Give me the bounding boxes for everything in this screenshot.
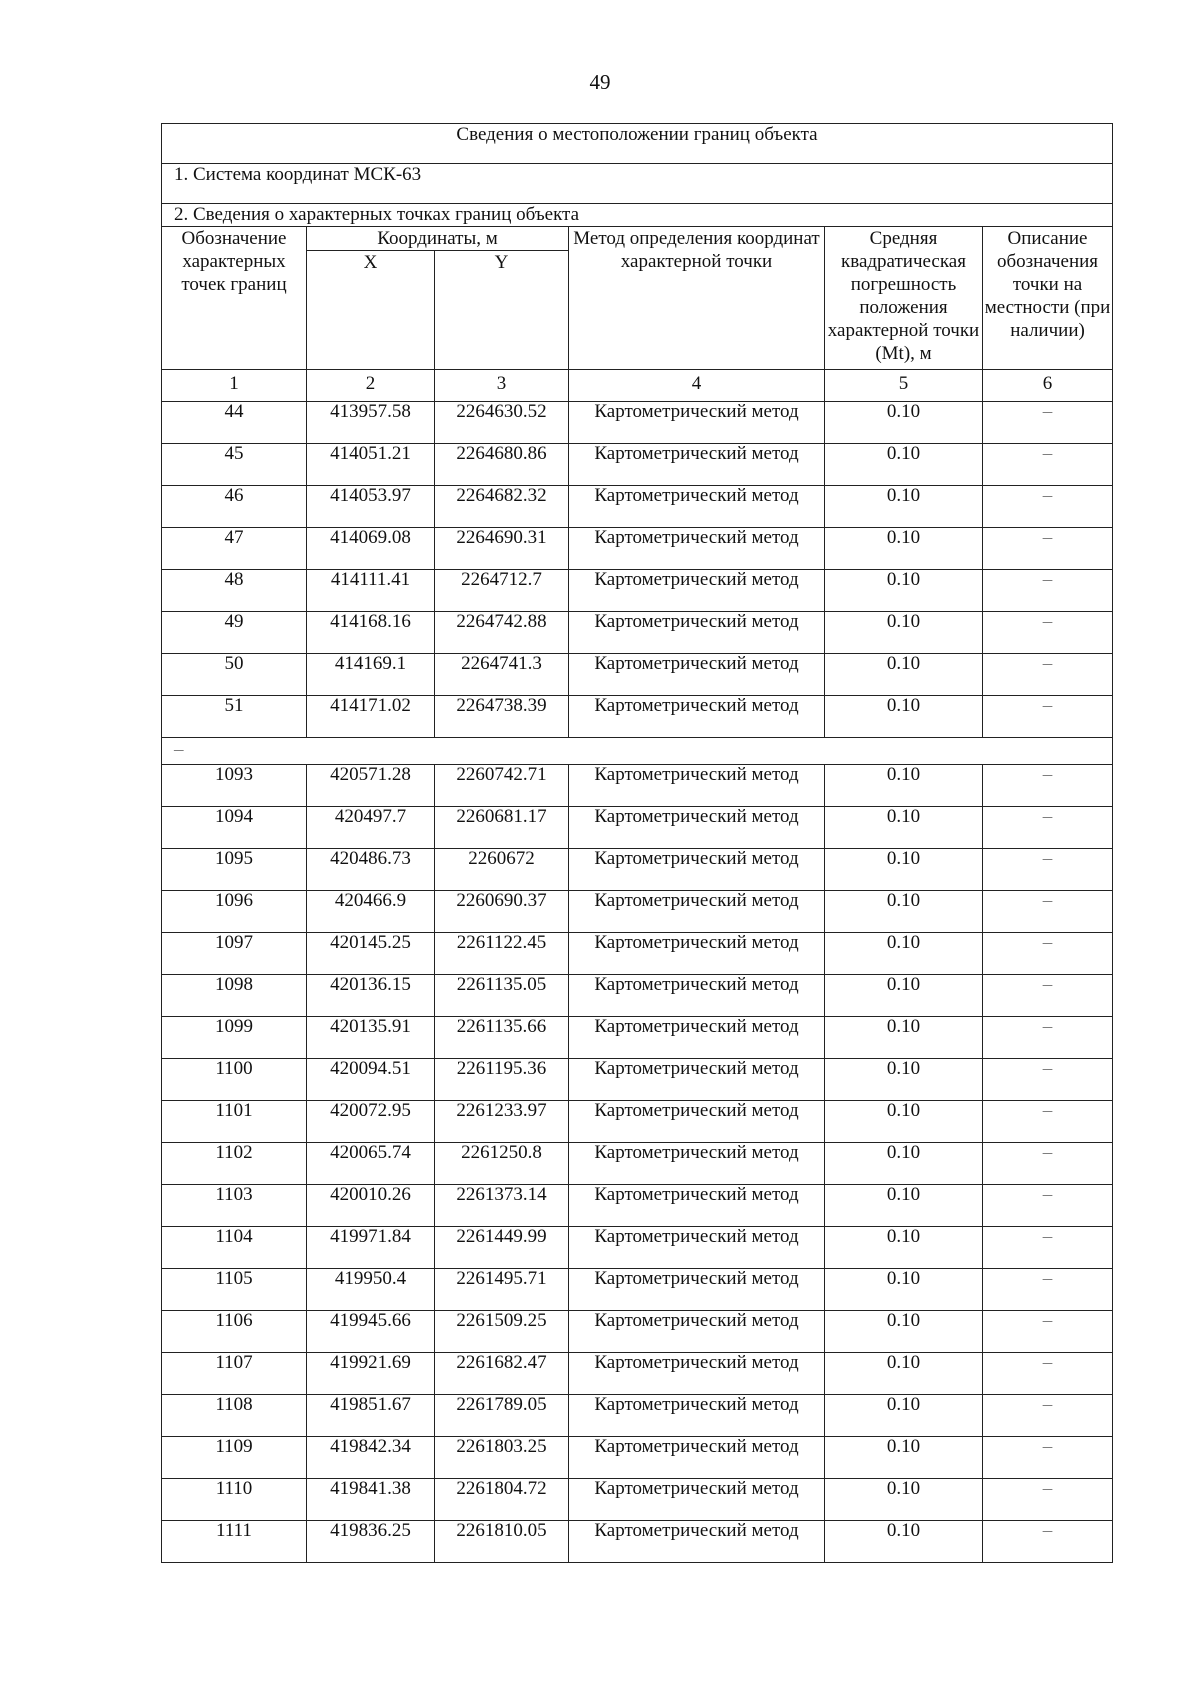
- point-id: 1094: [162, 807, 307, 849]
- method: Картометрический метод: [569, 1353, 825, 1395]
- x-coordinate: 419921.69: [307, 1353, 435, 1395]
- y-coordinate: 2264712.7: [435, 570, 569, 612]
- header-row: [162, 227, 1113, 251]
- point-description: –: [983, 807, 1113, 849]
- point-description: –: [983, 486, 1113, 528]
- x-coordinate: 420466.9: [307, 891, 435, 933]
- table-row: [162, 765, 1113, 807]
- point-id: 50: [162, 654, 307, 696]
- y-coordinate: 2264630.52: [435, 402, 569, 444]
- x-coordinate: 414051.21: [307, 444, 435, 486]
- point-description: –: [983, 612, 1113, 654]
- method: Картометрический метод: [569, 1185, 825, 1227]
- method: Картометрический метод: [569, 1059, 825, 1101]
- x-coordinate: 420065.74: [307, 1143, 435, 1185]
- method: Картометрический метод: [569, 891, 825, 933]
- x-coordinate: 420145.25: [307, 933, 435, 975]
- point-description: –: [983, 765, 1113, 807]
- mean-error: 0.10: [825, 1395, 983, 1437]
- column-number: 4: [569, 370, 825, 402]
- mean-error: 0.10: [825, 1269, 983, 1311]
- method: Картометрический метод: [569, 696, 825, 738]
- y-coordinate: 2261195.36: [435, 1059, 569, 1101]
- mean-error: 0.10: [825, 1059, 983, 1101]
- x-coordinate: 420094.51: [307, 1059, 435, 1101]
- y-coordinate: 2260672: [435, 849, 569, 891]
- x-coordinate: 420010.26: [307, 1185, 435, 1227]
- table-row: [162, 654, 1113, 696]
- point-id: 1106: [162, 1311, 307, 1353]
- point-id: 44: [162, 402, 307, 444]
- table-title-row: [162, 124, 1113, 164]
- point-description: –: [983, 1143, 1113, 1185]
- point-id: 1101: [162, 1101, 307, 1143]
- point-id: 1109: [162, 1437, 307, 1479]
- boundary-points-table: [161, 123, 1113, 1563]
- table-row: [162, 486, 1113, 528]
- mean-error: 0.10: [825, 849, 983, 891]
- table-row: [162, 528, 1113, 570]
- x-coordinate: 413957.58: [307, 402, 435, 444]
- point-description: –: [983, 1479, 1113, 1521]
- method: Картометрический метод: [569, 849, 825, 891]
- mean-error: 0.10: [825, 1227, 983, 1269]
- table-row: [162, 891, 1113, 933]
- point-description: –: [983, 1395, 1113, 1437]
- x-coordinate: 414111.41: [307, 570, 435, 612]
- header-error: Средняя квадратическая погрешность положения характерной точки (Mt), м: [825, 227, 983, 370]
- table-row: [162, 696, 1113, 738]
- coordinate-system: 1. Система координат МСК-63: [162, 164, 1113, 204]
- y-coordinate: 2260690.37: [435, 891, 569, 933]
- y-coordinate: 2264680.86: [435, 444, 569, 486]
- point-description: –: [983, 1353, 1113, 1395]
- column-number: 2: [307, 370, 435, 402]
- method: Картометрический метод: [569, 1143, 825, 1185]
- method: Картометрический метод: [569, 1227, 825, 1269]
- header-method: Метод определения координат характерной точки: [569, 227, 825, 370]
- mean-error: 0.10: [825, 654, 983, 696]
- y-coordinate: 2264682.32: [435, 486, 569, 528]
- table-row: [162, 1395, 1113, 1437]
- method: Картометрический метод: [569, 1395, 825, 1437]
- x-coordinate: 414053.97: [307, 486, 435, 528]
- point-id: 1100: [162, 1059, 307, 1101]
- mean-error: 0.10: [825, 612, 983, 654]
- x-coordinate: 414069.08: [307, 528, 435, 570]
- method: Картометрический метод: [569, 1101, 825, 1143]
- table-row: [162, 1269, 1113, 1311]
- point-id: 1110: [162, 1479, 307, 1521]
- mean-error: 0.10: [825, 765, 983, 807]
- y-coordinate: 2261233.97: [435, 1101, 569, 1143]
- method: Картометрический метод: [569, 1017, 825, 1059]
- table-row: [162, 1185, 1113, 1227]
- gap-row: [162, 738, 1113, 765]
- header-description: Описание обозначения точки на местности (при наличии): [983, 227, 1113, 370]
- y-coordinate: 2261135.05: [435, 975, 569, 1017]
- method: Картометрический метод: [569, 1521, 825, 1563]
- point-id: 1104: [162, 1227, 307, 1269]
- point-description: –: [983, 444, 1113, 486]
- mean-error: 0.10: [825, 1101, 983, 1143]
- table-row: [162, 402, 1113, 444]
- table-row: [162, 612, 1113, 654]
- coordinate-system-row: [162, 164, 1113, 204]
- x-coordinate: 414169.1: [307, 654, 435, 696]
- x-coordinate: 419841.38: [307, 1479, 435, 1521]
- table-row: [162, 570, 1113, 612]
- x-coordinate: 414171.02: [307, 696, 435, 738]
- section-title: 2. Сведения о характерных точках границ объекта: [162, 204, 1113, 227]
- method: Картометрический метод: [569, 1269, 825, 1311]
- point-id: 1097: [162, 933, 307, 975]
- mean-error: 0.10: [825, 444, 983, 486]
- point-description: –: [983, 1521, 1113, 1563]
- mean-error: 0.10: [825, 570, 983, 612]
- y-coordinate: 2260681.17: [435, 807, 569, 849]
- point-description: –: [983, 528, 1113, 570]
- method: Картометрический метод: [569, 654, 825, 696]
- mean-error: 0.10: [825, 891, 983, 933]
- mean-error: 0.10: [825, 1437, 983, 1479]
- table-row: [162, 1143, 1113, 1185]
- mean-error: 0.10: [825, 933, 983, 975]
- point-id: 1102: [162, 1143, 307, 1185]
- mean-error: 0.10: [825, 1479, 983, 1521]
- point-id: 1098: [162, 975, 307, 1017]
- x-coordinate: 420486.73: [307, 849, 435, 891]
- point-description: –: [983, 1101, 1113, 1143]
- table-title: Сведения о местоположении границ объекта: [162, 124, 1113, 164]
- method: Картометрический метод: [569, 444, 825, 486]
- x-coordinate: 420072.95: [307, 1101, 435, 1143]
- point-description: –: [983, 1017, 1113, 1059]
- column-number: 1: [162, 370, 307, 402]
- point-id: 1108: [162, 1395, 307, 1437]
- mean-error: 0.10: [825, 1017, 983, 1059]
- table-row: [162, 975, 1113, 1017]
- x-coordinate: 414168.16: [307, 612, 435, 654]
- y-coordinate: 2261509.25: [435, 1311, 569, 1353]
- x-coordinate: 420497.7: [307, 807, 435, 849]
- method: Картометрический метод: [569, 486, 825, 528]
- table-row: [162, 933, 1113, 975]
- point-id: 48: [162, 570, 307, 612]
- mean-error: 0.10: [825, 975, 983, 1017]
- gap-row-marker: –: [162, 738, 1113, 765]
- mean-error: 0.10: [825, 696, 983, 738]
- section-title-row: [162, 204, 1113, 227]
- point-id: 1099: [162, 1017, 307, 1059]
- page-number: 49: [589, 70, 611, 94]
- y-coordinate: 2261682.47: [435, 1353, 569, 1395]
- table-row: [162, 444, 1113, 486]
- column-number-row: [162, 370, 1113, 402]
- point-id: 51: [162, 696, 307, 738]
- y-coordinate: 2261373.14: [435, 1185, 569, 1227]
- y-coordinate: 2260742.71: [435, 765, 569, 807]
- table-row: [162, 1311, 1113, 1353]
- mean-error: 0.10: [825, 1311, 983, 1353]
- column-number: 5: [825, 370, 983, 402]
- y-coordinate: 2261250.8: [435, 1143, 569, 1185]
- column-number: 3: [435, 370, 569, 402]
- table-row: [162, 1227, 1113, 1269]
- x-coordinate: 420136.15: [307, 975, 435, 1017]
- method: Картометрический метод: [569, 612, 825, 654]
- point-description: –: [983, 1311, 1113, 1353]
- table-row: [162, 1521, 1113, 1563]
- y-coordinate: 2264690.31: [435, 528, 569, 570]
- method: Картометрический метод: [569, 1479, 825, 1521]
- x-coordinate: 419836.25: [307, 1521, 435, 1563]
- y-coordinate: 2264742.88: [435, 612, 569, 654]
- point-description: –: [983, 570, 1113, 612]
- x-coordinate: 420571.28: [307, 765, 435, 807]
- x-coordinate: 419971.84: [307, 1227, 435, 1269]
- y-coordinate: 2261789.05: [435, 1395, 569, 1437]
- x-coordinate: 419945.66: [307, 1311, 435, 1353]
- table-row: [162, 1059, 1113, 1101]
- mean-error: 0.10: [825, 402, 983, 444]
- point-id: 1096: [162, 891, 307, 933]
- mean-error: 0.10: [825, 486, 983, 528]
- point-description: –: [983, 891, 1113, 933]
- mean-error: 0.10: [825, 1185, 983, 1227]
- point-description: –: [983, 849, 1113, 891]
- y-coordinate: 2264741.3: [435, 654, 569, 696]
- table-row: [162, 807, 1113, 849]
- method: Картометрический метод: [569, 765, 825, 807]
- point-description: –: [983, 933, 1113, 975]
- header-y: Y: [435, 251, 569, 370]
- y-coordinate: 2261810.05: [435, 1521, 569, 1563]
- method: Картометрический метод: [569, 528, 825, 570]
- point-description: –: [983, 1437, 1113, 1479]
- point-description: –: [983, 1185, 1113, 1227]
- column-number: 6: [983, 370, 1113, 402]
- y-coordinate: 2261803.25: [435, 1437, 569, 1479]
- method: Картометрический метод: [569, 1437, 825, 1479]
- mean-error: 0.10: [825, 1521, 983, 1563]
- point-description: –: [983, 1059, 1113, 1101]
- mean-error: 0.10: [825, 1143, 983, 1185]
- header-x: X: [307, 251, 435, 370]
- table-row: [162, 1479, 1113, 1521]
- mean-error: 0.10: [825, 807, 983, 849]
- table-row: [162, 1437, 1113, 1479]
- y-coordinate: 2261135.66: [435, 1017, 569, 1059]
- method: Картометрический метод: [569, 807, 825, 849]
- point-description: –: [983, 1269, 1113, 1311]
- x-coordinate: 419842.34: [307, 1437, 435, 1479]
- x-coordinate: 419950.4: [307, 1269, 435, 1311]
- y-coordinate: 2261122.45: [435, 933, 569, 975]
- y-coordinate: 2261495.71: [435, 1269, 569, 1311]
- point-id: 1095: [162, 849, 307, 891]
- point-id: 1105: [162, 1269, 307, 1311]
- point-id: 49: [162, 612, 307, 654]
- point-description: –: [983, 402, 1113, 444]
- point-id: 47: [162, 528, 307, 570]
- table-row: [162, 849, 1113, 891]
- method: Картометрический метод: [569, 402, 825, 444]
- method: Картометрический метод: [569, 1311, 825, 1353]
- y-coordinate: 2261804.72: [435, 1479, 569, 1521]
- point-description: –: [983, 654, 1113, 696]
- y-coordinate: 2264738.39: [435, 696, 569, 738]
- x-coordinate: 420135.91: [307, 1017, 435, 1059]
- point-id: 1111: [162, 1521, 307, 1563]
- point-id: 46: [162, 486, 307, 528]
- x-coordinate: 419851.67: [307, 1395, 435, 1437]
- header-point: Обозначение характерных точек границ: [162, 227, 307, 370]
- point-id: 1093: [162, 765, 307, 807]
- point-description: –: [983, 696, 1113, 738]
- method: Картометрический метод: [569, 933, 825, 975]
- method: Картометрический метод: [569, 975, 825, 1017]
- point-description: –: [983, 1227, 1113, 1269]
- y-coordinate: 2261449.99: [435, 1227, 569, 1269]
- point-id: 45: [162, 444, 307, 486]
- table-row: [162, 1101, 1113, 1143]
- point-id: 1107: [162, 1353, 307, 1395]
- method: Картометрический метод: [569, 570, 825, 612]
- point-id: 1103: [162, 1185, 307, 1227]
- header-coords: Координаты, м: [307, 227, 569, 251]
- mean-error: 0.10: [825, 528, 983, 570]
- table-row: [162, 1017, 1113, 1059]
- mean-error: 0.10: [825, 1353, 983, 1395]
- point-description: –: [983, 975, 1113, 1017]
- table-row: [162, 1353, 1113, 1395]
